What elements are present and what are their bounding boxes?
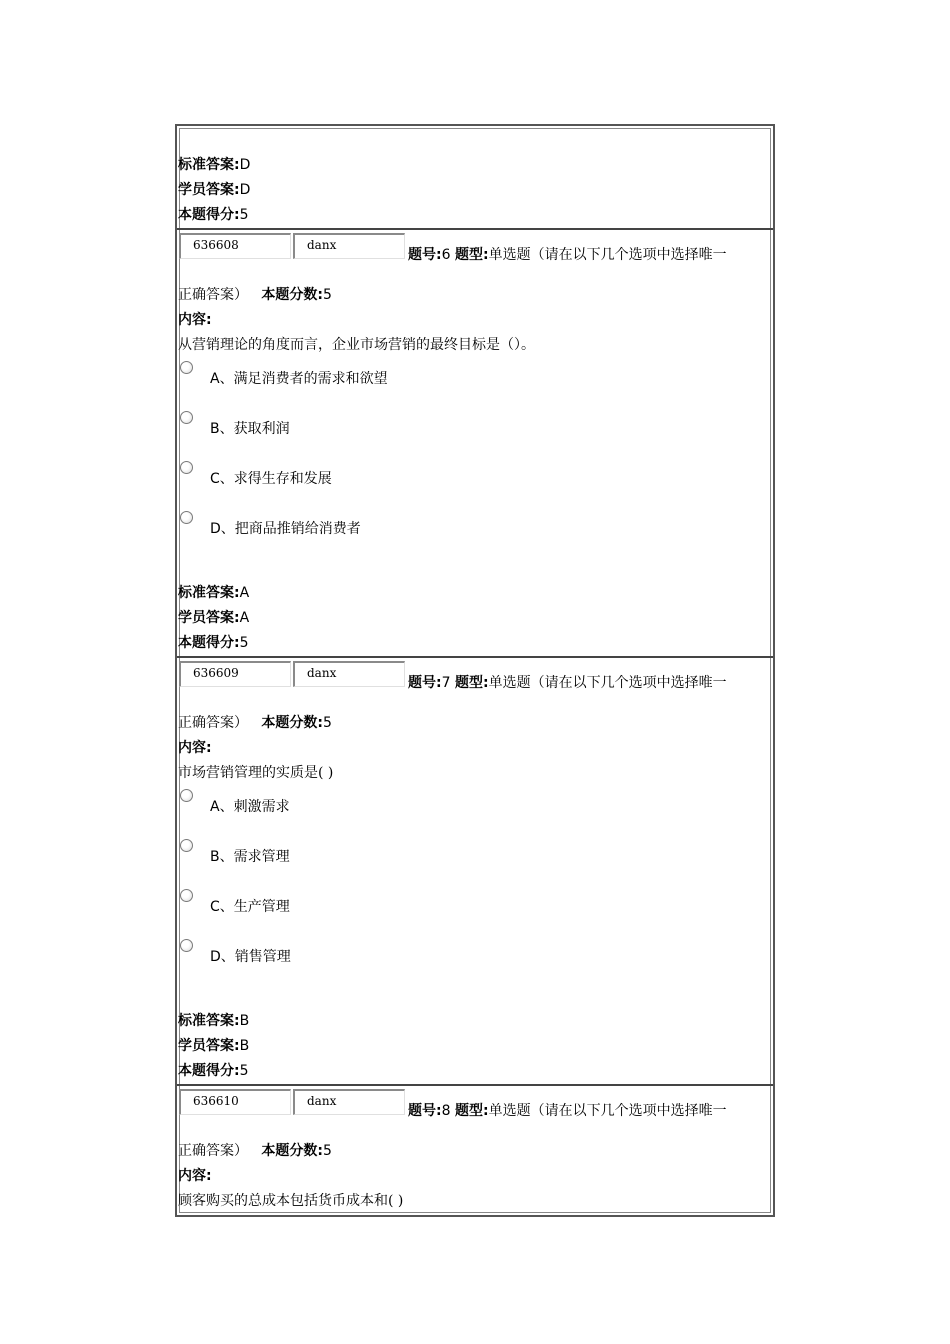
- score-value: 5: [239, 1063, 249, 1079]
- score-label: 本题得分:: [178, 635, 240, 651]
- option-d: [210, 518, 361, 538]
- points-label: 本题分数:: [261, 715, 323, 731]
- question-id-field[interactable]: 636608: [179, 233, 291, 259]
- option-d-radio[interactable]: [180, 511, 193, 524]
- question-content: 顾客购买的总成本包括货币成本和( ): [178, 1193, 404, 1209]
- points-value: 5: [322, 287, 332, 303]
- student-answer-label: 学员答案:: [178, 610, 240, 626]
- student-answer-label: 学员答案:: [178, 1038, 240, 1054]
- student-answer-value: B: [239, 1038, 250, 1054]
- option-d: [210, 946, 291, 966]
- type-text: 单选题（请在以下几个选项中选择唯一: [488, 247, 727, 263]
- score-value: 5: [239, 635, 249, 651]
- points-label: 本题分数:: [261, 287, 323, 303]
- option-a-radio[interactable]: [180, 789, 193, 802]
- option-letter: C、: [210, 899, 234, 915]
- option-text: 把商品推销给消费者: [234, 521, 361, 537]
- type-text-cont: 正确答案）: [178, 1143, 248, 1159]
- number-label: 题号:: [408, 1103, 442, 1119]
- score-label: 本题得分:: [178, 207, 240, 223]
- top-standard-answer: [178, 156, 250, 174]
- option-letter: C、: [210, 471, 234, 487]
- question-id-field[interactable]: 636610: [179, 1089, 291, 1115]
- question-type-line2: [178, 286, 332, 304]
- type-label: 题型:: [454, 247, 489, 263]
- standard-answer-value: A: [239, 585, 250, 601]
- question-separator: [177, 1084, 773, 1086]
- question-id-field[interactable]: 636609: [179, 661, 291, 687]
- content-label: 内容:: [178, 1168, 212, 1184]
- option-a-radio[interactable]: [180, 361, 193, 374]
- points-value: 5: [322, 1143, 332, 1159]
- points-label: 本题分数:: [261, 1143, 323, 1159]
- option-b: [210, 846, 290, 866]
- question-separator: [177, 228, 773, 230]
- number-value: 7: [441, 675, 451, 691]
- type-label: 题型:: [454, 675, 489, 691]
- option-text: 刺激需求: [233, 799, 290, 815]
- option-b-radio[interactable]: [180, 411, 193, 424]
- option-text: 获取利润: [233, 421, 290, 437]
- question-header: [408, 1102, 727, 1120]
- type-text-cont: 正确答案）: [178, 715, 248, 731]
- question-header: [408, 246, 727, 264]
- question-type-line2: [178, 714, 332, 732]
- standard-answer-label: 标准答案:: [178, 157, 240, 173]
- option-a: [210, 796, 290, 816]
- top-student-answer: [178, 181, 250, 199]
- number-label: 题号:: [408, 675, 442, 691]
- score-value: 5: [239, 207, 249, 223]
- number-label: 题号:: [408, 247, 442, 263]
- student-answer-value: D: [239, 182, 251, 198]
- question-type-line2: [178, 1142, 332, 1160]
- question-header: [408, 674, 727, 692]
- option-b: [210, 418, 290, 438]
- question-score: [178, 1062, 249, 1080]
- score-label: 本题得分:: [178, 1063, 240, 1079]
- number-value: 6: [441, 247, 451, 263]
- type-label: 题型:: [454, 1103, 489, 1119]
- option-letter: D、: [210, 949, 235, 965]
- option-letter: A、: [210, 799, 234, 815]
- content-label: 内容:: [178, 312, 212, 328]
- type-text: 单选题（请在以下几个选项中选择唯一: [488, 1103, 727, 1119]
- option-text: 生产管理: [233, 899, 290, 915]
- standard-answer-value: B: [239, 1013, 250, 1029]
- question-content: 市场营销管理的实质是( ): [178, 765, 334, 781]
- option-text: 销售管理: [234, 949, 291, 965]
- option-c: [210, 896, 290, 916]
- number-value: 8: [441, 1103, 451, 1119]
- points-value: 5: [322, 715, 332, 731]
- student-answer: [178, 1037, 249, 1055]
- question-content: 从营销理论的角度而言，企业市场营销的最终目标是（）。: [178, 337, 535, 353]
- option-d-radio[interactable]: [180, 939, 193, 952]
- student-answer-label: 学员答案:: [178, 182, 240, 198]
- option-text: 满足消费者的需求和欲望: [233, 371, 388, 387]
- question-score: [178, 634, 249, 652]
- standard-answer-value: D: [239, 157, 251, 173]
- option-c-radio[interactable]: [180, 889, 193, 902]
- option-a: [210, 368, 388, 388]
- option-text: 需求管理: [233, 849, 290, 865]
- option-c: [210, 468, 332, 488]
- option-letter: D、: [210, 521, 235, 537]
- standard-answer-label: 标准答案:: [178, 1013, 240, 1029]
- option-letter: B、: [210, 421, 234, 437]
- question-type-code-field[interactable]: danx: [293, 233, 405, 259]
- question-type-code-field[interactable]: danx: [293, 661, 405, 687]
- question-type-code-field[interactable]: danx: [293, 1089, 405, 1115]
- student-answer: [178, 609, 249, 627]
- top-score: [178, 206, 249, 224]
- question-separator: [177, 656, 773, 658]
- content-label: 内容:: [178, 740, 212, 756]
- student-answer-value: A: [239, 610, 250, 626]
- standard-answer-label: 标准答案:: [178, 585, 240, 601]
- option-letter: A、: [210, 371, 234, 387]
- type-text-cont: 正确答案）: [178, 287, 248, 303]
- option-text: 求得生存和发展: [233, 471, 332, 487]
- option-letter: B、: [210, 849, 234, 865]
- standard-answer: [178, 1012, 249, 1030]
- option-b-radio[interactable]: [180, 839, 193, 852]
- option-c-radio[interactable]: [180, 461, 193, 474]
- standard-answer: [178, 584, 249, 602]
- type-text: 单选题（请在以下几个选项中选择唯一: [488, 675, 727, 691]
